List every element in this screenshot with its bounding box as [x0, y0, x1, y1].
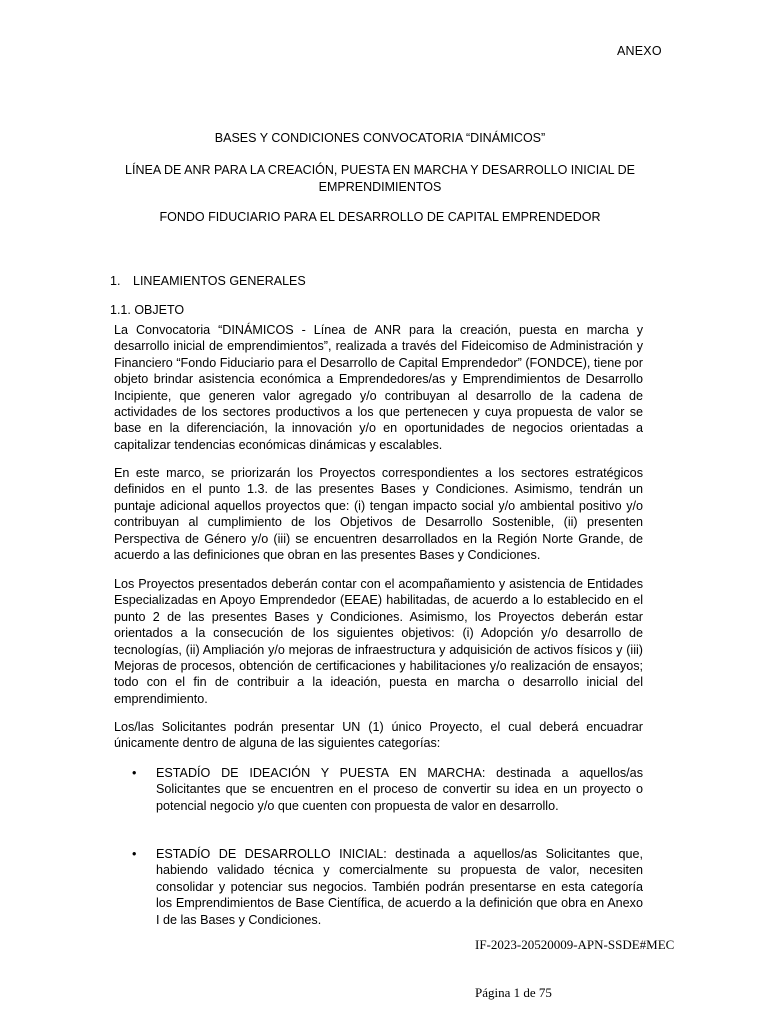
section-heading	[110, 274, 306, 288]
document-id: IF-2023-20520009-APN-SSDE#MEC	[475, 937, 675, 952]
fund-title: FONDO FIDUCIARIO PARA EL DESARROLLO DE CAPITAL EMPRENDEDOR	[159, 210, 601, 224]
document-title: BASES Y CONDICIONES CONVOCATORIA “DINÁMICOS”	[214, 131, 546, 145]
document-subtitle: LÍNEA DE ANR PARA LA CREACIÓN, PUESTA EN MARCHA Y DESARROLLO INICIAL DE EMPRENDIMIENTOS	[125, 163, 635, 194]
section-title: LINEAMIENTOS GENERALES	[133, 274, 306, 288]
section-number: 1.	[110, 274, 121, 288]
subsection-heading: 1.1. OBJETO	[110, 303, 185, 317]
annex-label: ANEXO	[617, 44, 662, 58]
paragraph-prioridades: En este marco, se priorizarán los Proyectos correspondientes a los sectores estratégicos definidos en el punto 1.3. de las presentes Bases y Condiciones. Asimismo, tendrán un puntaje adicional aquellos proyectos que: (i) tengan impacto social y/o ambiental positivo y/o contribuyan al cumplimiento de los Objetivos de Desarrollo Sostenible, (ii) presenten Perspectiva de Género y/o (iii) se encuentren desarrollados en la Región Norte Grande, de acuerdo a las definiciones que obran en las presentes Bases y Condiciones.	[114, 466, 643, 563]
bullet-icon: •	[132, 847, 137, 861]
paragraph-proyectos: Los Proyectos presentados deberán contar con el acompañamiento y asistencia de Entidades Especializadas en Apoyo Emprendedor (EEAE) habilitadas, de acuerdo a lo establecido en el punto 2 de las presentes Bases y Condiciones. Asimismo, los Proyectos deberán estar orientados a la consecución de los siguientes objetivos: (i) Adopción y/o desarrollo de tecnologías, (ii) Ampliación y/o mejoras de infraestructura y adquisición de activos físicos y (iii) Mejoras de procesos, obtención de certificaciones y habilitaciones y/o realización de ensayos; todo con el fin de contribuir a la ideación, puesta en marcha o desarrollo inicial del emprendimiento.	[114, 577, 643, 706]
list-item-text: ESTADÍO DE DESARROLLO INICIAL: destinada a aquellos/as Solicitantes que, habiendo validado técnica y comercialmente su propuesta de valor, necesiten consolidar y potenciar sus negocios. También podrán presentarse en esta categoría los Emprendimientos de Base Científica, de acuerdo a la definición que obra en Anexo I de las Bases y Condiciones.	[156, 847, 643, 927]
paragraph-objeto: La Convocatoria “DINÁMICOS - Línea de ANR para la creación, puesta en marcha y desarrollo inicial de emprendimientos”, realizada a través del Fideicomiso de Administración y Financiero “Fondo Fiduciario para el Desarrollo de Capital Emprendedor” (FONDCE), tiene por objeto brindar asistencia económica a Emprendedores/as y Emprendimientos de Desarrollo Incipiente, que generen valor agregado y/o contribuyan al desarrollo de la cadena de actividades de los sectores productivos a los que pertenecen y cuya propuesta de valor se base en la diferenciación, la innovación y/o en oportunidades de negocios orientadas a capitalizar tendencias económicas dinámicas y escalables.	[114, 323, 643, 452]
page-number: Página 1 de 75	[475, 985, 552, 1000]
bullet-icon: •	[132, 766, 137, 780]
paragraph-solicitantes: Los/las Solicitantes podrán presentar UN (1) único Proyecto, el cual deberá encuadrar únicamente dentro de alguna de las siguientes categorías:	[114, 720, 643, 751]
list-item-text: ESTADÍO DE IDEACIÓN Y PUESTA EN MARCHA: destinada a aquellos/as Solicitantes que se encuentren en el proceso de convertir su idea en un proyecto o potencial negocio y/o que cuenten con propuesta de valor en desarrollo.	[156, 766, 643, 813]
